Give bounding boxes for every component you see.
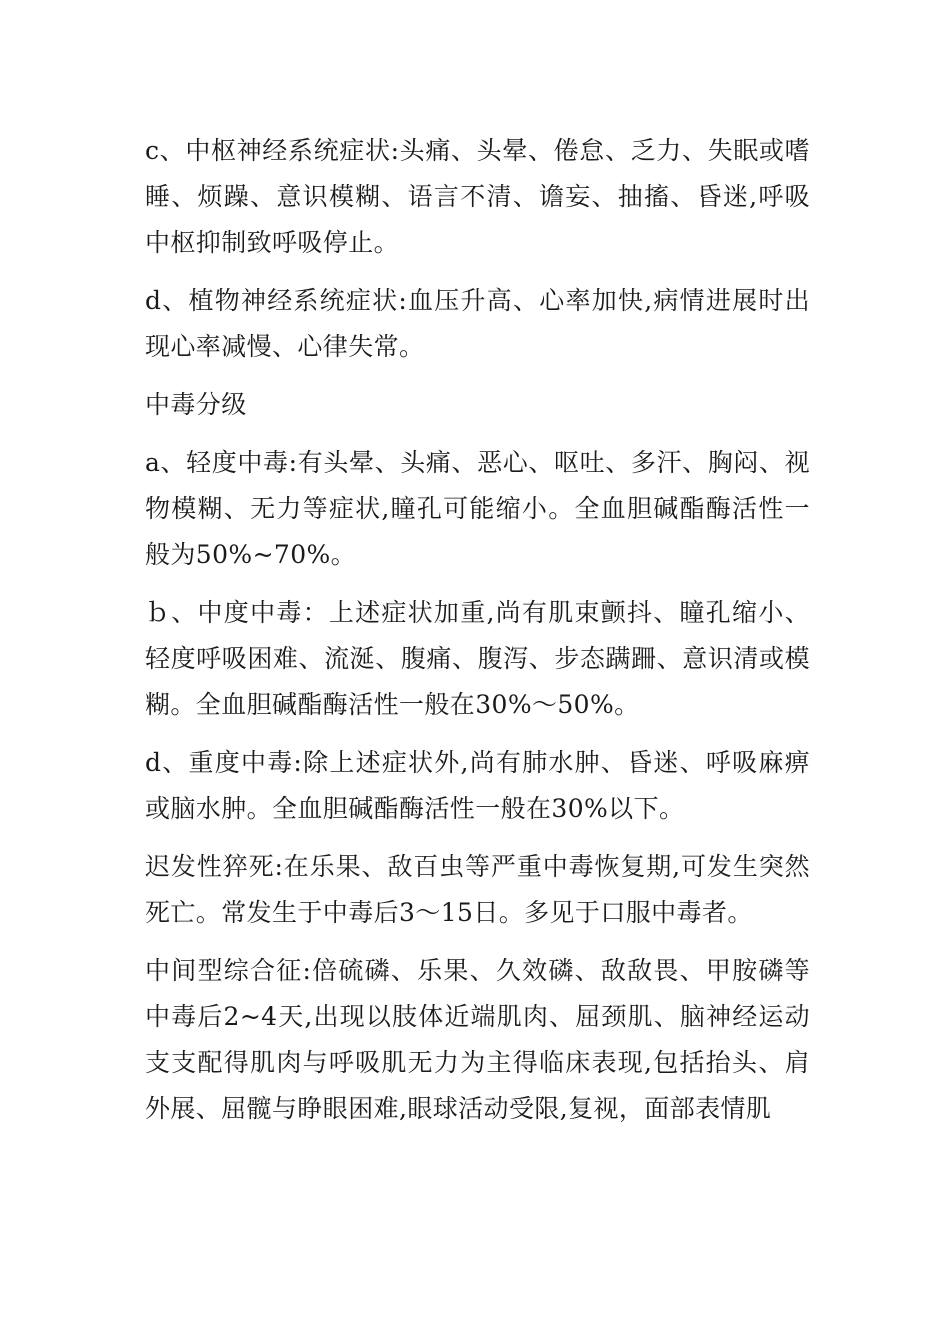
- paragraph-autonomic-symptoms: d、植物神经系统症状:血压升高、心率加快,病情进展时出现心率减慢、心律失常。: [145, 286, 810, 361]
- section-heading-poisoning-grade: 中毒分级: [145, 390, 247, 419]
- paragraph-intermediate-syndrome: 中间型综合征:倍硫磷、乐果、久效磷、敌敌畏、甲胺磷等中毒后2~4天,出现以肢体近端肌肉、屈颈肌、脑神经运动支支配得肌肉与呼吸肌无力为主得临床表现,包括抬头、肩外展、屈髋与睁眼困难,眼球活动受限,复视，面部表情肌: [145, 956, 810, 1123]
- document-page: [145, 128, 810, 1144]
- paragraph-cns-symptoms: c、中枢神经系统症状:头痛、头晕、倦怠、乏力、失眠或嗜睡、烦躁、意识模糊、语言不清、谵妄、抽搐、昏迷,呼吸中枢抑制致呼吸停止。: [145, 136, 810, 257]
- paragraph-mild-poisoning: a、轻度中毒:有头晕、头痛、恶心、呕吐、多汗、胸闷、视物模糊、无力等症状,瞳孔可能缩小。全血胆碱酯酶活性一般为50%~70%。: [145, 448, 810, 569]
- paragraph-severe-poisoning: d、重度中毒:除上述症状外,尚有肺水肿、昏迷、呼吸麻痹或脑水肿。全血胆碱酯酶活性一般在30%以下。: [145, 748, 810, 823]
- paragraph-delayed-sudden-death: 迟发性猝死:在乐果、敌百虫等严重中毒恢复期,可发生突然死亡。常发生于中毒后3～15日。多见于口服中毒者。: [145, 852, 810, 927]
- paragraph-moderate-poisoning: ｂ、中度中毒：上述症状加重,尚有肌束颤抖、瞳孔缩小、轻度呼吸困难、流涎、腹痛、腹泻、步态蹒跚、意识清或模糊。全血胆碱酯酶活性一般在30%～50%。: [145, 598, 810, 719]
